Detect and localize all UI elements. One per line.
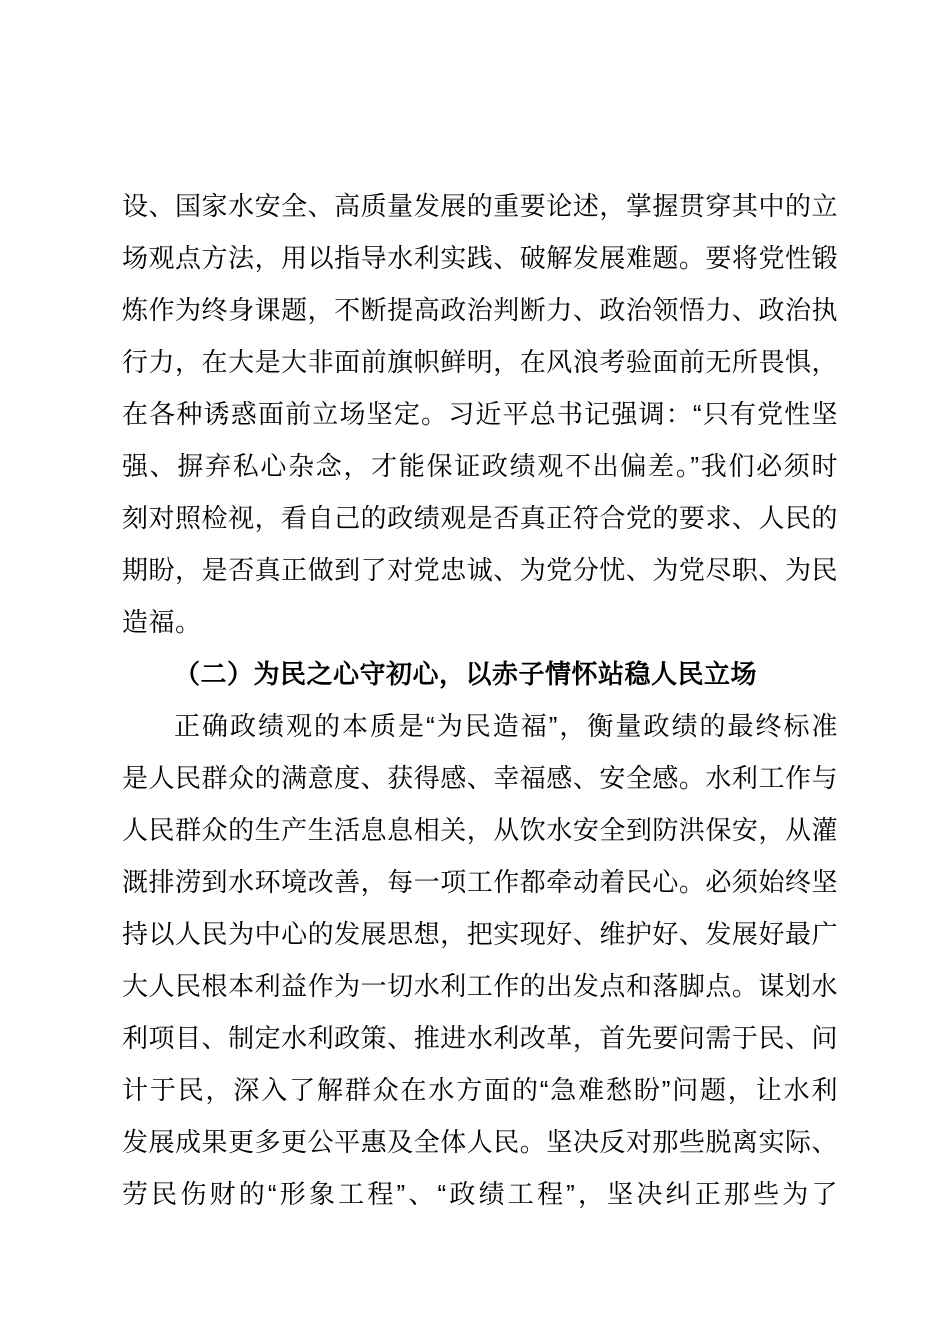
paragraph-2-line: 人民群众的生产生活息息相关，从饮水安全到防洪保安，从灌 <box>122 815 838 845</box>
paragraph-1-line: 在各种诱惑面前立场坚定。习近平总书记强调：“只有党性坚 <box>122 399 838 429</box>
paragraph-2-line: 大人民根本利益作为一切水利工作的出发点和落脚点。谋划水 <box>122 971 838 1001</box>
paragraph-2-line: 劳民伤财的“形象工程”、“政绩工程”，坚决纠正那些为了 <box>122 1179 838 1209</box>
document-text-area <box>122 180 838 1220</box>
paragraph-2-line: 持以人民为中心的发展思想，把实现好、维护好、发展好最广 <box>122 919 838 949</box>
paragraph-2-line: 计于民，深入了解群众在水方面的“急难愁盼”问题，让水利 <box>122 1075 838 1105</box>
paragraph-1-line: 场观点方法，用以指导水利实践、破解发展难题。要将党性锻 <box>122 243 838 273</box>
paragraph-1-line: 炼作为终身课题，不断提高政治判断力、政治领悟力、政治执 <box>122 295 838 325</box>
section-heading: （二）为民之心守初心，以赤子情怀站稳人民立场 <box>174 659 758 689</box>
paragraph-2-first-line: 正确政绩观的本质是“为民造福”，衡量政绩的最终标准 <box>174 711 838 741</box>
paragraph-1-line: 设、国家水安全、高质量发展的重要论述，掌握贯穿其中的立 <box>122 191 838 221</box>
paragraph-1-line: 行力，在大是大非面前旗帜鲜明，在风浪考验面前无所畏惧， <box>122 347 838 377</box>
paragraph-1-last-line: 造福。 <box>122 607 202 637</box>
paragraph-2-line: 是人民群众的满意度、获得感、幸福感、安全感。水利工作与 <box>122 763 838 793</box>
paragraph-2-line: 发展成果更多更公平惠及全体人民。坚决反对那些脱离实际、 <box>122 1127 838 1157</box>
paragraph-1-line: 强、摒弃私心杂念，才能保证政绩观不出偏差。”我们必须时 <box>122 451 838 481</box>
paragraph-2-line: 溉排涝到水环境改善，每一项工作都牵动着民心。必须始终坚 <box>122 867 838 897</box>
paragraph-2-line: 利项目、制定水利政策、推进水利改革，首先要问需于民、问 <box>122 1023 838 1053</box>
paragraph-1-line: 刻对照检视，看自己的政绩观是否真正符合党的要求、人民的 <box>122 503 838 533</box>
paragraph-1-line: 期盼，是否真正做到了对党忠诚、为党分忧、为党尽职、为民 <box>122 555 838 585</box>
